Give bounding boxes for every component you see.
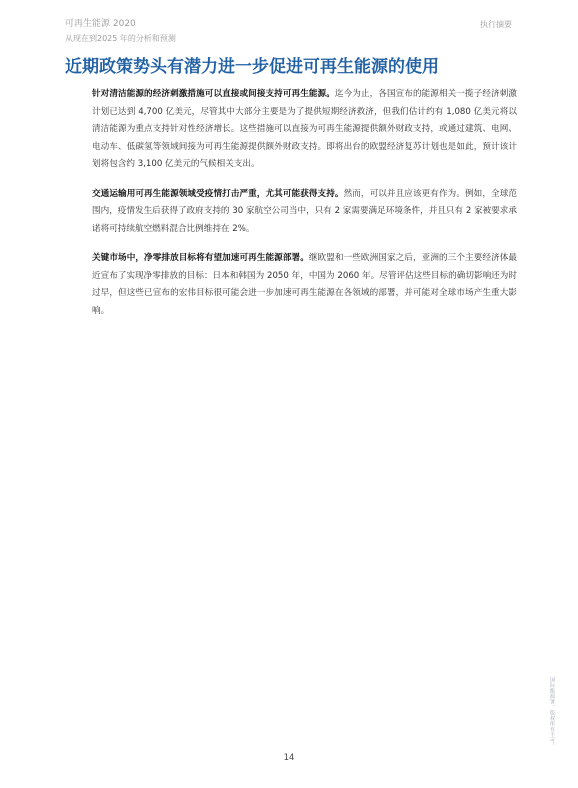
page-title: 近期政策势头有潜力进一步促进可再生能源的使用 <box>65 57 439 77</box>
paragraph-lead: 交通运输用可再生能源领域受疫情打击严重，尤其可能获得支持。 <box>92 188 344 199</box>
report-title: 可再生能源 2020 <box>65 19 136 29</box>
paragraph-text: 然而，可以并且应该更有作为。例如，全球范围内，疫情发生后获得了政府支持的 30 家航空公司当中，只有 2 家需要满足环境条件，并且只有 2 家被要求承诺将可持续航空燃料混合比例维持在 2%。 <box>92 188 517 234</box>
report-subtitle: 从现在到2025 年的分析和预测 <box>65 34 176 43</box>
paragraph-lead: 针对清洁能源的经济刺激措施可以直接或间接支持可再生能源。 <box>92 89 335 99</box>
page-number: 14 <box>283 753 295 763</box>
section-label: 执行摘要 <box>480 20 512 29</box>
paragraph-transport <box>92 186 517 239</box>
paragraph-text: 继欧盟和一些欧洲国家之后，亚洲的三个主要经济体最近宣布了实现净零排放的目标：日本和韩国为 2050 年，中国为 2060 年。尽管评估这些目标的确切影响还为时过早，但这些已宣布的宏伟目标很可能会进一步加速可再生能源在各领域的部署，并可能对全球市场产生重大影响。 <box>92 253 517 316</box>
paragraph-text: 迄今为止，各国宣布的能源相关一揽子经济刺激计划已达到 4,700 亿美元，尽管其中大部分主要是为了提供短期经济救济，但我们估计约有 1,080 亿美元将以清洁能源为重点支持针对性经济增长。这些措施可以直接为可再生能源提供额外财政支持，或通过建筑、电网、电动车、低碳氢等领域间接为可再生能源提供额外财政支持。即将出台的欧盟经济复苏计划也是如此，预计该计划将包含约 3,100 亿美元的气候相关支出。 <box>92 89 517 169</box>
copyright-notice: 国际能源署，版权所有不可。 <box>549 676 555 748</box>
paragraph-net-zero <box>92 250 517 320</box>
body-text <box>92 86 517 332</box>
paragraph-lead: 关键市场中，净零排放目标将有望加速可再生能源部署。 <box>92 253 309 263</box>
paragraph-stimulus <box>92 86 517 174</box>
running-header <box>65 18 176 45</box>
